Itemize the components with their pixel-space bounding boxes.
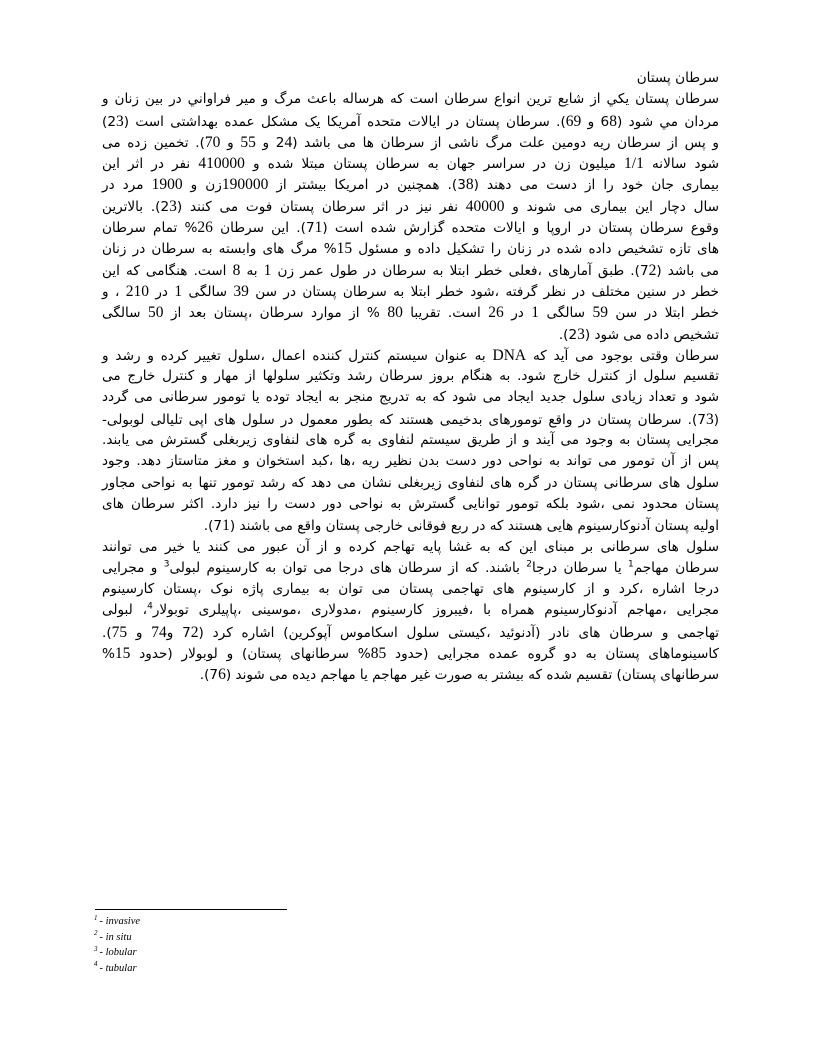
text-line: تقسیم سلول از کنترل خارج شود. به هنگام بروز سرطان رشد وتکثیر سلولها از مهار و کنترل خارج می [102, 368, 719, 385]
footnote-mark: 3 [94, 944, 98, 953]
text-line: سلول های سرطانی پستان در گره های لنفاوی زیربغلی نشان می دهد که رشد تومور تنها به نواحی مجاور [102, 474, 719, 491]
text-line: وقوع سرطان پستان در اروپا و ایالات متحده گزارش شده است (71). این سرطان 26% تمام سرطان [102, 219, 719, 237]
text-line: (73). سرطان پستان در واقع تومورهای بدخیمی هستند که بطور معمول در سلول های اپی تلیالی لوبولی- [102, 410, 719, 428]
footnote-reference: 4 [147, 601, 153, 612]
text-line: پستان محدود نمی ،شود بلکه تومور توانایی گسترش به نواحی دور دست را نیز دارد. اکثر سرطان های [102, 495, 719, 512]
footnote-text: - tubular [99, 962, 137, 974]
footnotes [94, 914, 394, 976]
footnote-1 [94, 914, 394, 930]
footnote-mark: 4 [94, 960, 98, 968]
footnote-reference: 2 [526, 559, 533, 570]
section-heading: سرطان پستان [636, 70, 719, 86]
text-line: شود سالانه 1/1 میلیون زن در سراسر جهان به سرطان پستان مبتلا شده و 410000 نفر در اثر این [102, 155, 719, 173]
text-line: سرطان وقتی بوجود می آید که DNA به عنوان سیستم کنترل کننده اعمال ،سلول تغییر کرده و رشد و [102, 346, 720, 364]
paragraph-lines [102, 89, 719, 685]
text-line: اولیه پستان آدنوکارسینوم هایی هستند که در ربع فوقانی خارجی پستان واقع می باشند (71). [203, 517, 719, 535]
text-line: مجرایی ،مهاجم آدنوکارسینوم همراه با ،فیبروز کارسینوم ،مدولاری ،موسینی ،پاپیلری توبولار$^4$، لبولی [102, 601, 720, 619]
text-line: و پس از سرطان ریه دومین علت مرگ ناشی از سرطان ها می باشد (24 و 55 و 70). تخمین زده می [102, 133, 719, 151]
text-line: سرطان پستان يكي از شايع ترين انواع سرطان است كه هرساله باعث مرگ و مير فراواني در بين زنان و [102, 91, 719, 108]
text-line: کاسینوماهای پستان به دو گروه عمده مجرایی (حدود 85% سرطانهای پستان) و لوبولار (حدود 15% [102, 645, 719, 663]
footnote-reference: 3 [163, 559, 170, 570]
text-line: سرطانهای پستان) تقسیم شده که بیشتر به صورت غیر مهاجم یا مهاجم دیده می شوند (76). [199, 666, 719, 684]
text-line: می باشد (72). طبق آمارهای ،فعلی خطر ابتلا به سرطان در طول عمر زن 1 به 8 است. هنگامی که این [102, 261, 719, 279]
text-line: بیماری جان خود را از دست می دهند (38). همچنین در امریکا بیشتر از 190000زن و 1900 مرد در [102, 176, 719, 194]
footnote-4 [94, 961, 394, 977]
text-line: خطر ابتلا در سن 59 سالگی 1 در 26 است. تقریبا 80 % از موارد سرطان ،پستان بعد از 50 سالگی [102, 304, 719, 322]
text-line: سرطان مهاجم$^1$ یا سرطان درجا$^2$ باشند. که از سرطان های درجا می توان به کارسینوم لبولی$^3$ و مجرایی [102, 559, 720, 576]
footnote-mark: 2 [94, 929, 98, 937]
text-line: تشخیص داده می شود (23). [558, 325, 719, 343]
text-line: خطر در سنین مختلف در نظر گرفته ،شود خطر ابتلا به سرطان پستان در سن 39 سالگی 1 در 210 ، و [102, 282, 719, 300]
text-line: مجرایی پستان به وجود می آیند و از طریق سیستم لنفاوی به گره های لنفاوی زیربغلی گسترش می یابند. [102, 432, 719, 449]
footnote-text: - invasive [99, 916, 141, 927]
body-text [102, 68, 719, 686]
footnote-separator [95, 909, 287, 910]
footnote-reference: 1 [627, 559, 634, 570]
text-line: شود و تعداد زیادی سلول جدید ایجاد می شود که به تدریج منجر به ایجاد توده یا تومور سرطانی می گردد [102, 389, 719, 406]
text-line: سال دچار این بیماری می شوند و 40000 نفر نیز در اثر سرطان پستان فوت می کنند (23). بالاترین [102, 197, 719, 215]
text-line: های تازه تشخیص داده شده در زنان را تشکیل داده و مسئول 15% مرگ های وابسته به سرطان در زنان [102, 240, 719, 258]
footnote-2 [94, 930, 394, 946]
text-line: تهاجمی و سرطان های نادر (آدنوئید ،کیستی سلول اسکاموس آپوکرین) اشاره کرد (72 و74 و 75). [102, 623, 719, 641]
footnote-text: - lobular [99, 947, 137, 958]
footnote-3 [94, 945, 394, 961]
footnote-text: - in situ [99, 931, 132, 943]
text-line: سلول های سرطانی بر مبنای این که به غشا پایه تهاجم کرده و از آن عبور می کنند یا خیر می توانند [102, 538, 719, 555]
text-line: مردان مي شود (68 و 69). سرطان پستان در ایالات متحده آمریکا یک مشکل عمده بهداشتی است (23) [102, 112, 719, 130]
text-line: درجا اشاره ،کرد و از کارسینوم های تهاجمی پستان می توان به بیماری پاژه نوک ،پستان کارسینوم [102, 581, 719, 598]
text-line: پس از آن تومور می تواند به نواحی دور دست بدن نظیر ریه ،ها ،کبد استخوان و مغز متاستاز دهد. وجود [102, 453, 719, 470]
footnote-mark: 1 [94, 913, 98, 922]
